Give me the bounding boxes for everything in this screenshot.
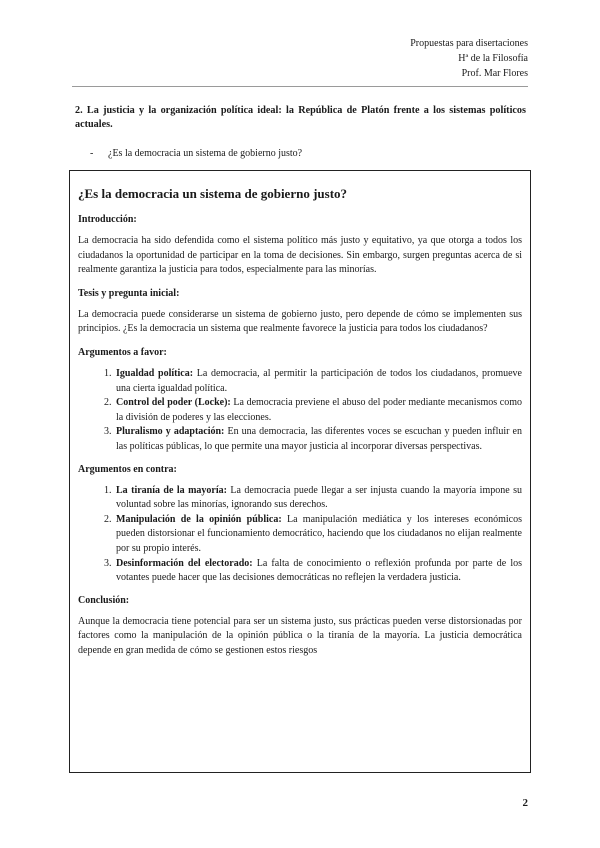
argument-text: La manipulación mediática y los intereses económicos pueden distorsionar el funcionamiento democrático, haciendo que los ciudadanos no elijan realmente por su propio interés. bbox=[116, 513, 522, 554]
page-header bbox=[410, 36, 528, 81]
header-subject: Hª de la Filosofía bbox=[458, 53, 528, 64]
argument-title: La tiranía de la mayoría: bbox=[116, 484, 227, 496]
header-teacher: Prof. Mar Flores bbox=[461, 68, 528, 79]
header-course-title: Propuestas para disertaciones bbox=[410, 38, 528, 49]
argument-title: Manipulación de la opinión pública: bbox=[116, 513, 282, 525]
argument-title: Desinformación del electorado: bbox=[116, 557, 253, 569]
list-item bbox=[114, 367, 522, 396]
thesis-heading: Tesis y pregunta inicial: bbox=[78, 287, 180, 299]
conclusion-paragraph: Aunque la democracia tiene potencial para ser un sistema justo, sus prácticas pueden verse distorsionadas por factores como la manipulación de la opinión pública o la tiranía de la mayoría. La justicia democrática depende en gran medida de cómo se gestionen estos riesgos bbox=[78, 615, 522, 656]
bullet-dash: - bbox=[90, 148, 94, 159]
list-item bbox=[114, 513, 522, 557]
list-item bbox=[114, 484, 522, 513]
pro-heading: Argumentos a favor: bbox=[78, 346, 167, 358]
header-divider bbox=[72, 86, 528, 87]
list-item bbox=[114, 557, 522, 586]
section-heading: 2. La justicia y la organización política ideal: la República de Platón frente a los sistemas políticos actuales. bbox=[75, 105, 526, 130]
page-number: 2 bbox=[522, 797, 528, 809]
argument-text: La falta de conocimiento o reflexión profunda por parte de los votantes puede hacer que las decisiones democráticas no reflejen la verdadera justicia. bbox=[116, 557, 522, 584]
conclusion-heading: Conclusión: bbox=[78, 594, 130, 606]
essay-title: ¿Es la democracia un sistema de gobierno justo? bbox=[78, 186, 348, 201]
thesis-paragraph: La democracia puede considerarse un sistema de gobierno justo, pero depende de cómo se implementen sus principios. ¿Es la democracia un sistema que realmente favorece la justicia para todos los ciudadanos? bbox=[78, 308, 522, 335]
con-arguments-list bbox=[78, 484, 522, 586]
list-item bbox=[114, 425, 522, 454]
question-text: ¿Es la democracia un sistema de gobierno justo? bbox=[108, 148, 303, 159]
argument-title: Control del poder (Locke): bbox=[116, 397, 231, 409]
question-bullet bbox=[90, 147, 302, 161]
argument-title: Igualdad política: bbox=[116, 367, 194, 379]
argument-title: Pluralismo y adaptación: bbox=[116, 426, 225, 438]
argument-text: En una democracia, las diferentes voces se escuchan y pueden influir en las políticas públicas, lo que permite una mayor justicia al incorporar diversas perspectivas. bbox=[116, 426, 523, 452]
intro-heading: Introducción: bbox=[78, 214, 137, 225]
argument-text: La democracia, al permitir la participación de todos los ciudadanos, promueve una cierta igualdad política. bbox=[116, 367, 523, 394]
list-item bbox=[114, 396, 522, 425]
argument-text: La democracia previene el abuso del poder mediante mecanismos como la división de poderes y las elecciones. bbox=[116, 397, 522, 423]
pro-arguments-list bbox=[78, 367, 522, 455]
con-heading: Argumentos en contra: bbox=[78, 463, 177, 475]
essay-box bbox=[69, 170, 531, 773]
argument-text: La democracia puede llegar a ser injusta cuando la mayoría impone su voluntad sobre las minorías, ignorando sus derechos. bbox=[116, 484, 522, 511]
intro-paragraph: La democracia ha sido defendida como el sistema político más justo y equitativo, ya que otorga a todos los ciudadanos la oportunidad de participar en la toma de decisiones. Sin embargo, surgen preguntas acerca de si realmente garantiza la justicia para todos, especialmente para las minorías. bbox=[78, 235, 522, 276]
